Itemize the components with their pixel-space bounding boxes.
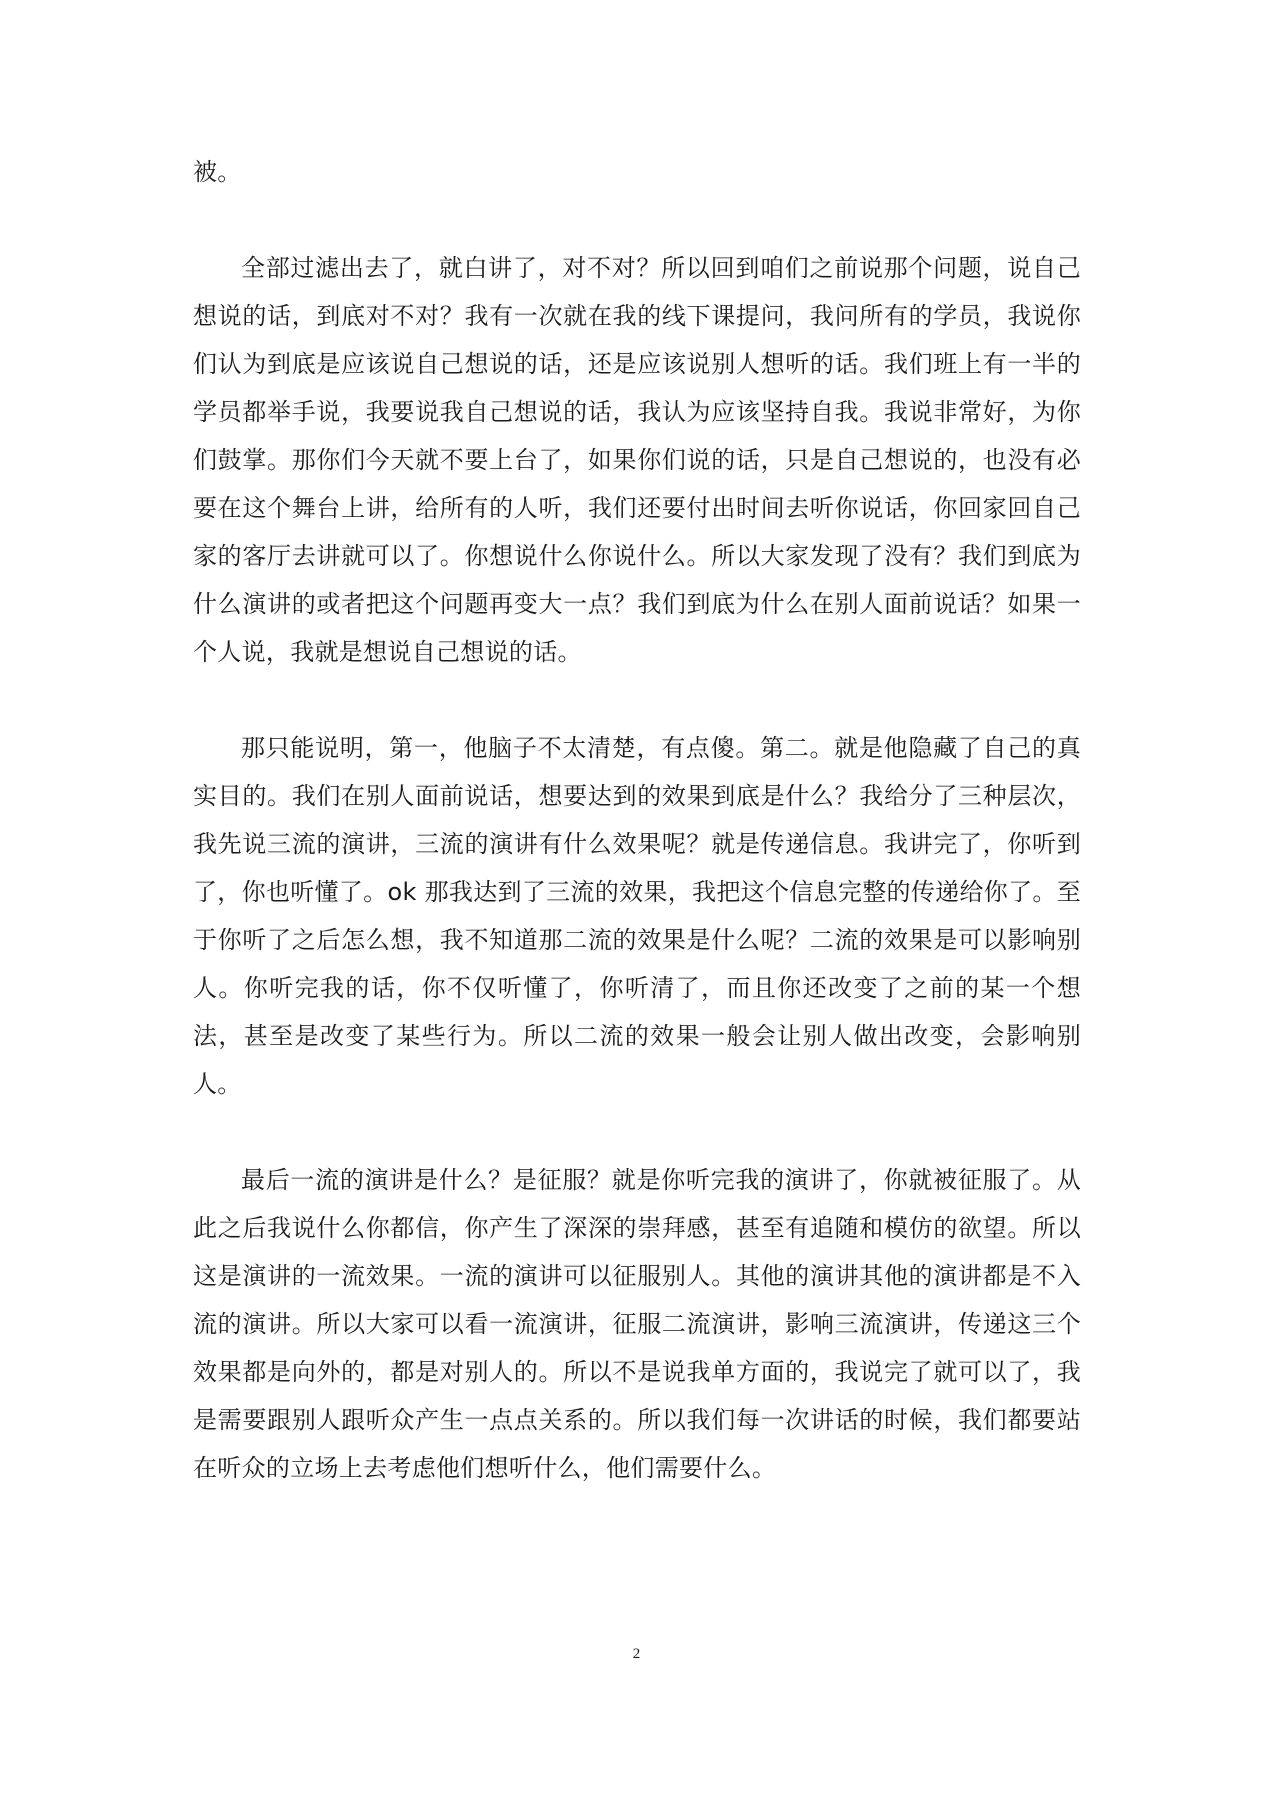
body-text: [193, 148, 1081, 1492]
page-number: 2: [632, 1646, 641, 1662]
paragraph-continuation: 被。: [193, 158, 242, 186]
paragraph-three-levels: 那只能说明，第一，他脑子不太清楚，有点傻。第二。就是他隐藏了自己的真实目的。我们在别人面前说话，想要达到的效果到底是什么？我给分了三种层次，我先说三流的演讲，三流的演讲有什么效果呢？就是传递信息。我讲完了，你听到了，你也听懂了。ok 那我达到了三流的效果，我把这个信息完整的传递给你了。至于你听了之后怎么想，我不知道那二流的效果是什么呢？二流的效果是可以影响别人。你听完我的话，你不仅听懂了，你听清了，而且你还改变了之前的某一个想法，甚至是改变了某些行为。所以二流的效果一般会让别人做出改变，会影响别人。: [193, 734, 1081, 1098]
paragraph-first-class-speech: 最后一流的演讲是什么？是征服？就是你听完我的演讲了，你就被征服了。从此之后我说什么你都信，你产生了深深的崇拜感，甚至有追随和模仿的欲望。所以这是演讲的一流效果。一流的演讲可以征服别人。其他的演讲其他的演讲都是不入流的演讲。所以大家可以看一流演讲，征服二流演讲，影响三流演讲，传递这三个效果都是向外的，都是对别人的。所以不是说我单方面的，我说完了就可以了，我是需要跟别人跟听众产生一点点关系的。所以我们每一次讲话的时候，我们都要站在听众的立场上去考虑他们想听什么，他们需要什么。: [193, 1166, 1081, 1482]
paragraph-speaking-purpose: 全部过滤出去了，就白讲了，对不对？所以回到咱们之前说那个问题，说自己想说的话，到底对不对？我有一次就在我的线下课提问，我问所有的学员，我说你们认为到底是应该说自己想说的话，还是应该说别人想听的话。我们班上有一半的学员都举手说，我要说我自己想说的话，我认为应该坚持自我。我说非常好，为你们鼓掌。那你们今天就不要上台了，如果你们说的话，只是自己想说的，也没有必要在这个舞台上讲，给所有的人听，我们还要付出时间去听你说话，你回家回自己家的客厅去讲就可以了。你想说什么你说什么。所以大家发现了没有？我们到底为什么演讲的或者把这个问题再变大一点？我们到底为什么在别人面前说话？如果一个人说，我就是想说自己想说的话。: [193, 254, 1081, 666]
